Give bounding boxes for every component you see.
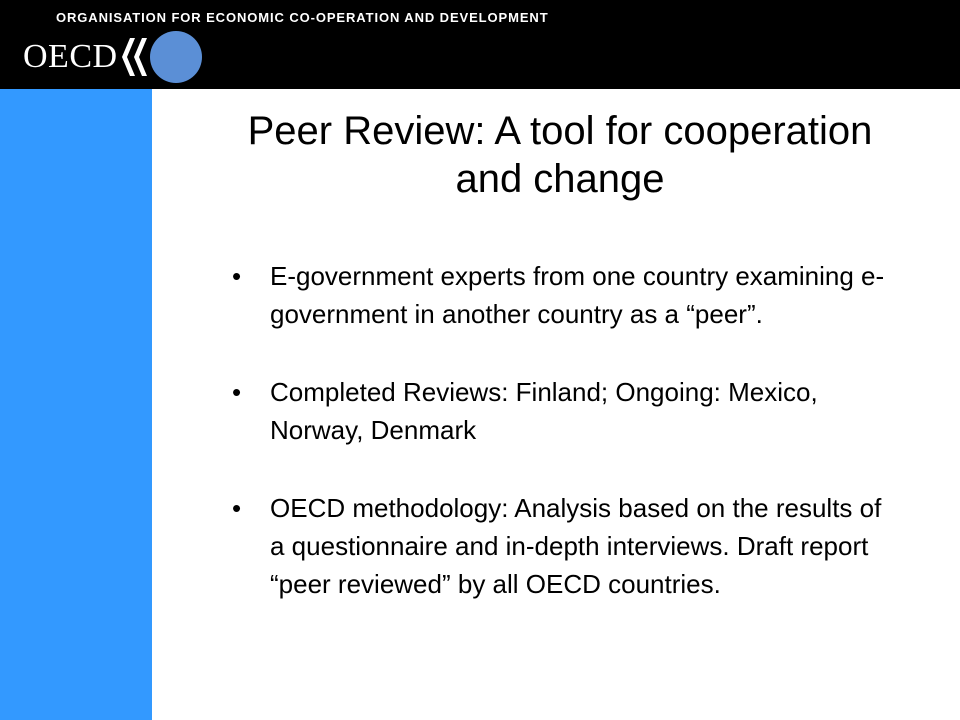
organisation-name: ORGANISATION FOR ECONOMIC CO-OPERATION AND DEVELOPMENT <box>56 10 549 25</box>
bullet-marker: • <box>232 493 242 523</box>
oecd-logo-text: OECD <box>23 38 118 75</box>
bullet-marker: • <box>232 377 242 407</box>
side-accent-bar <box>0 89 152 720</box>
slide-title: Peer Review: A tool for cooperation and change <box>247 109 873 201</box>
bullet-text: Completed Reviews: Finland; Ongoing: Mexico, Norway, Denmark <box>270 377 818 445</box>
bullet-text: E-government experts from one country examining e-government in another country as a “peer”. <box>270 261 885 329</box>
bullet-item <box>230 257 890 333</box>
bullet-marker: • <box>232 261 242 291</box>
bullet-list <box>230 257 890 643</box>
oecd-logo-icon <box>118 30 206 84</box>
bullet-item <box>230 489 890 603</box>
header-bar <box>0 0 960 89</box>
bullet-text: OECD methodology: Analysis based on the results of a questionnaire and in-depth interviews. Draft report “peer reviewed” by all OECD countries. <box>270 493 882 599</box>
bullet-item <box>230 373 890 449</box>
